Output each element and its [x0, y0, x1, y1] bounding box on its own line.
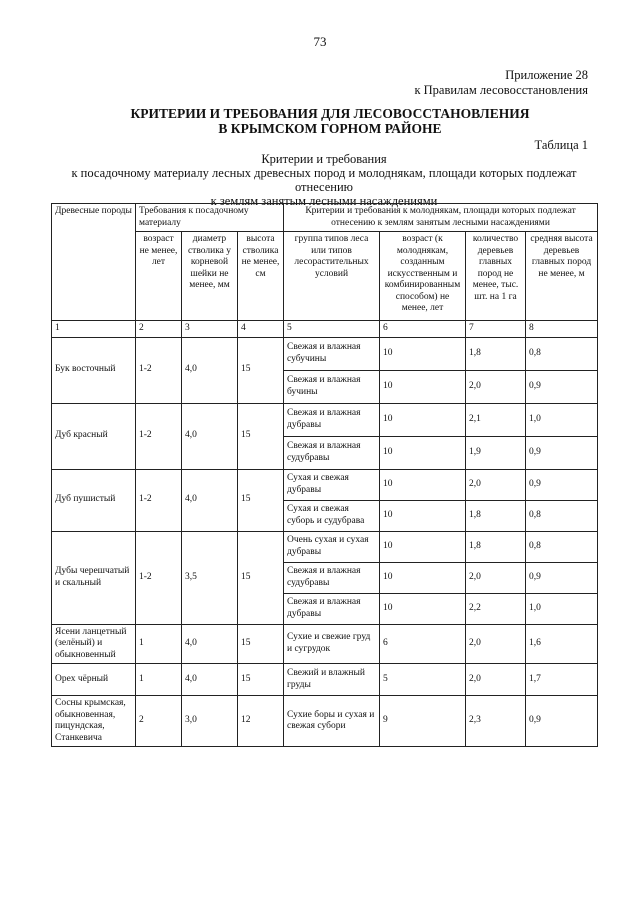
avg-height-cell: 0,9: [526, 436, 598, 469]
diameter-cell: 4,0: [182, 337, 238, 403]
species-cell: Дуб красный: [52, 403, 136, 469]
column-number: 3: [182, 321, 238, 338]
document-title: [60, 106, 600, 136]
title-line-2: В КРЫМСКОМ ГОРНОМ РАЙОНЕ: [218, 121, 442, 136]
forest-type-cell: Свежий и влажный груды: [284, 664, 380, 696]
avg-height-cell: 0,8: [526, 337, 598, 370]
column-number-row: [52, 321, 598, 338]
header-avg-height: средняя высота деревьев главных пород не менее, м: [526, 232, 598, 321]
column-number: 2: [136, 321, 182, 338]
column-number: 6: [380, 321, 466, 338]
table-row: [52, 337, 598, 370]
young-age-cell: 10: [380, 436, 466, 469]
forest-type-cell: Сухая и свежая суборь и судубрава: [284, 500, 380, 531]
table-row: [52, 531, 598, 562]
forest-type-cell: Очень сухая и сухая дубравы: [284, 531, 380, 562]
seedling-age-cell: 1: [136, 664, 182, 696]
diameter-cell: 4,0: [182, 403, 238, 469]
header-planting-material: Требования к посадочному материалу: [136, 204, 284, 232]
seedling-age-cell: 1: [136, 624, 182, 664]
table-row: [52, 403, 598, 436]
tree-count-cell: 2,0: [466, 469, 526, 500]
table-label: Таблица 1: [534, 138, 588, 152]
diameter-cell: 3,5: [182, 531, 238, 624]
avg-height-cell: 1,6: [526, 624, 598, 664]
page-number: 73: [313, 34, 327, 49]
header-age: возраст не менее, лет: [136, 232, 182, 321]
species-cell: Дубы черешчатый и скальный: [52, 531, 136, 624]
seedling-age-cell: 2: [136, 696, 182, 747]
forest-type-cell: Сухие и свежие груд и сугрудок: [284, 624, 380, 664]
table-row: [52, 624, 598, 664]
seedling-height-cell: 15: [238, 403, 284, 469]
young-age-cell: 10: [380, 531, 466, 562]
species-cell: Дуб пушистый: [52, 469, 136, 531]
appendix-line-1: Приложение 28: [505, 68, 588, 82]
seedling-age-cell: 1-2: [136, 337, 182, 403]
seedling-height-cell: 15: [238, 664, 284, 696]
header-young-stands: Критерии и требования к молоднякам, площади которых подлежат отнесению к землям занятым лесными насаждениями: [284, 204, 598, 232]
avg-height-cell: 1,0: [526, 593, 598, 624]
header-count: количество деревьев главных пород не менее, тыс. шт. на 1 га: [466, 232, 526, 321]
column-number: 1: [52, 321, 136, 338]
header-row-top: [52, 204, 598, 232]
title-line-1: КРИТЕРИИ И ТРЕБОВАНИЯ ДЛЯ ЛЕСОВОССТАНОВЛЕНИЯ: [130, 106, 530, 121]
tree-count-cell: 2,0: [466, 562, 526, 593]
column-number: 4: [238, 321, 284, 338]
diameter-cell: 4,0: [182, 624, 238, 664]
species-cell: Ясени ланцетный (зелёный) и обыкновенный: [52, 624, 136, 664]
young-age-cell: 10: [380, 500, 466, 531]
column-number: 8: [526, 321, 598, 338]
seedling-height-cell: 15: [238, 624, 284, 664]
young-age-cell: 10: [380, 593, 466, 624]
subtitle-line-1: Критерии и требования: [261, 152, 387, 166]
avg-height-cell: 1,7: [526, 664, 598, 696]
tree-count-cell: 1,8: [466, 337, 526, 370]
tree-count-cell: 2,0: [466, 370, 526, 403]
header-forest-type: группа типов леса или типов лесорастительных условий: [284, 232, 380, 321]
tree-count-cell: 2,2: [466, 593, 526, 624]
avg-height-cell: 0,9: [526, 469, 598, 500]
young-age-cell: 10: [380, 469, 466, 500]
tree-count-cell: 1,9: [466, 436, 526, 469]
appendix-note: [414, 68, 588, 98]
forest-type-cell: Сухие боры и сухая и свежая субори: [284, 696, 380, 747]
column-number: 7: [466, 321, 526, 338]
table-row: [52, 696, 598, 747]
avg-height-cell: 0,9: [526, 370, 598, 403]
tree-count-cell: 2,0: [466, 664, 526, 696]
seedling-age-cell: 1-2: [136, 403, 182, 469]
table-row: [52, 469, 598, 500]
subtitle-line-3: к землям занятым лесными насаждениями: [210, 194, 438, 208]
young-age-cell: 6: [380, 624, 466, 664]
seedling-age-cell: 1-2: [136, 469, 182, 531]
avg-height-cell: 0,9: [526, 562, 598, 593]
young-age-cell: 10: [380, 562, 466, 593]
avg-height-cell: 1,0: [526, 403, 598, 436]
table-row: [52, 664, 598, 696]
tree-count-cell: 1,8: [466, 500, 526, 531]
tree-count-cell: 2,3: [466, 696, 526, 747]
species-cell: Бук восточный: [52, 337, 136, 403]
tree-count-cell: 1,8: [466, 531, 526, 562]
subtitle-line-2: к посадочному материалу лесных древесных пород и молоднякам, площади которых подлежат отнесению: [71, 166, 577, 194]
tree-count-cell: 2,0: [466, 624, 526, 664]
young-age-cell: 10: [380, 337, 466, 370]
seedling-height-cell: 15: [238, 469, 284, 531]
forest-type-cell: Свежая и влажная субучины: [284, 337, 380, 370]
young-age-cell: 9: [380, 696, 466, 747]
header-young-age: возраст (к молоднякам, созданным искусственным и комбинированным способом) не менее, лет: [380, 232, 466, 321]
diameter-cell: 4,0: [182, 469, 238, 531]
forest-type-cell: Свежая и влажная дубравы: [284, 403, 380, 436]
forest-type-cell: Свежая и влажная судубравы: [284, 562, 380, 593]
criteria-table: [51, 203, 598, 747]
avg-height-cell: 0,9: [526, 696, 598, 747]
young-age-cell: 10: [380, 403, 466, 436]
young-age-cell: 10: [380, 370, 466, 403]
forest-type-cell: Свежая и влажная судубравы: [284, 436, 380, 469]
tree-count-cell: 2,1: [466, 403, 526, 436]
column-number: 5: [284, 321, 380, 338]
forest-type-cell: Свежая и влажная бучины: [284, 370, 380, 403]
seedling-height-cell: 12: [238, 696, 284, 747]
seedling-height-cell: 15: [238, 531, 284, 624]
seedling-age-cell: 1-2: [136, 531, 182, 624]
avg-height-cell: 0,8: [526, 531, 598, 562]
young-age-cell: 5: [380, 664, 466, 696]
forest-type-cell: Сухая и свежая дубравы: [284, 469, 380, 500]
header-height: высота стволика не менее, см: [238, 232, 284, 321]
header-species: Древесные породы: [52, 204, 136, 321]
seedling-height-cell: 15: [238, 337, 284, 403]
appendix-line-2: к Правилам лесовосстановления: [414, 83, 588, 97]
species-cell: Сосны крымская, обыкновенная, пицундская, Станкевича: [52, 696, 136, 747]
species-cell: Орех чёрный: [52, 664, 136, 696]
forest-type-cell: Свежая и влажная дубравы: [284, 593, 380, 624]
table-subtitle: [52, 152, 596, 208]
diameter-cell: 4,0: [182, 664, 238, 696]
header-diameter: диаметр стволика у корневой шейки не менее, мм: [182, 232, 238, 321]
avg-height-cell: 0,8: [526, 500, 598, 531]
diameter-cell: 3,0: [182, 696, 238, 747]
